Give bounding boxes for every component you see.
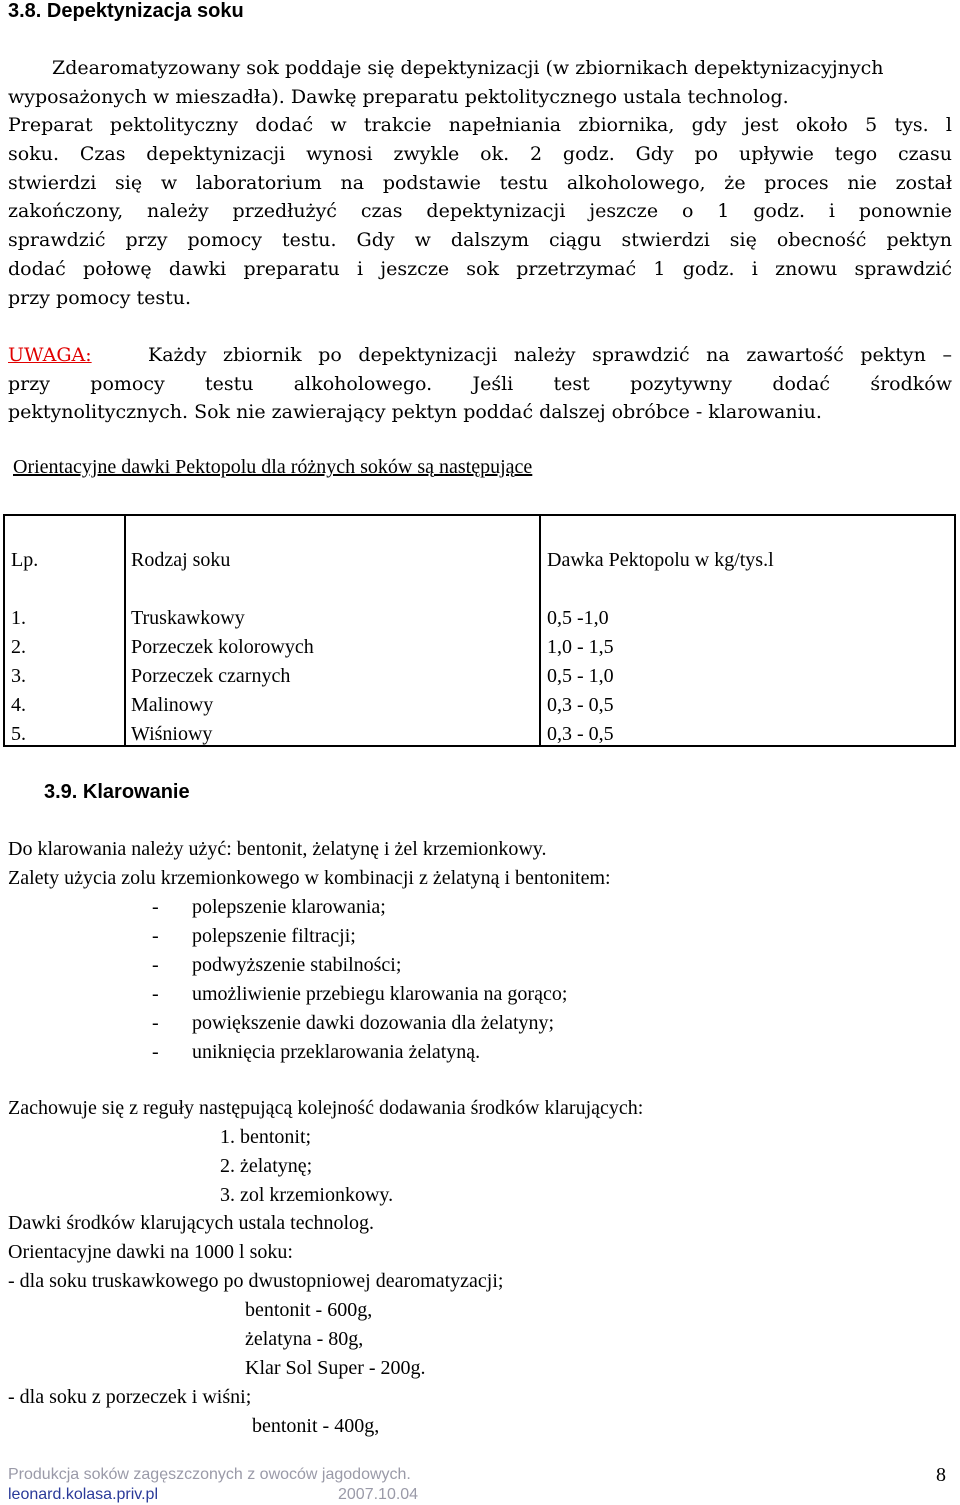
paragraph-line: dodać połowę dawki preparatu i jeszcze sok przetrzymać 1 godz. i znowu sprawdzić xyxy=(8,257,952,280)
list-item: podwyższenie stabilności; xyxy=(192,954,402,976)
column-divider xyxy=(124,516,126,745)
table-caption: Orientacyjne dawki Pektopolu dla różnych soków są następujące xyxy=(13,456,533,478)
warning-note xyxy=(8,341,952,427)
order-item: 1. bentonit; xyxy=(220,1126,312,1148)
table-cell: 3. xyxy=(11,665,26,687)
warning-text: pektynolitycznych. Sok nie zawierający pektyn poddać dalszej obróbce - klarowaniu. xyxy=(8,401,822,424)
table-cell: Porzeczek kolorowych xyxy=(131,636,314,658)
list-dash: - xyxy=(152,983,159,1005)
paragraph-line: sprawdzić przy pomocy testu. Gdy w dalszym ciągu stwierdzi się obecność pektyn xyxy=(8,229,952,252)
paragraph-line: soku. Czas depektynizacji wynosi zwykle ok. 2 godz. Gdy po upływie tego czasu xyxy=(8,143,952,166)
paragraph-line: Zdearomatyzowany sok poddaje się depektynizacji (w zbiornikach depektynizacyjnych xyxy=(52,57,884,79)
dose-item: bentonit - 600g, xyxy=(245,1299,373,1321)
dose-table xyxy=(3,514,956,747)
table-cell: Wiśniowy xyxy=(131,723,213,745)
paragraph-line: przy pomocy testu. xyxy=(8,286,192,309)
table-header-lp: Lp. xyxy=(11,549,39,571)
list-dash: - xyxy=(152,896,159,918)
paragraph-line: stwierdzi się w laboratorium na podstawie testu alkoholowego, że proces nie został xyxy=(8,171,952,194)
list-item: powiększenie dawki dozowania dla żelatyny; xyxy=(192,1012,555,1034)
footer-date: 2007.10.04 xyxy=(338,1486,419,1503)
list-item: polepszenie filtracji; xyxy=(192,925,356,947)
paragraph-line: zakończony, należy przedłużyć czas depektynizacji jeszcze o 1 godz. i ponownie xyxy=(8,200,952,223)
column-divider xyxy=(539,516,541,745)
order-intro: Zachowuje się z reguły następującą kolejność dodawania środków klarujących: xyxy=(8,1097,644,1119)
dose-item: żelatyna - 80g, xyxy=(245,1328,364,1350)
doses-intro: Orientacyjne dawki na 1000 l soku: xyxy=(8,1241,293,1263)
currant-label: - dla soku z porzeczek i wiśni; xyxy=(8,1386,252,1408)
list-dash: - xyxy=(152,954,159,976)
list-item: uniknięcia przeklarowania żelatyną. xyxy=(192,1041,481,1063)
advantages-intro: Zalety użycia zolu krzemionkowego w kombinacji z żelatyną i bentonitem: xyxy=(8,867,611,889)
warning-label: UWAGA: xyxy=(8,344,92,366)
list-item: umożliwienie przebiegu klarowania na gorąco; xyxy=(192,983,568,1005)
order-item: 2. żelatynę; xyxy=(220,1155,313,1177)
clarification-intro: Do klarowania należy użyć: bentonit, żelatynę i żel krzemionkowy. xyxy=(8,838,547,860)
page-number: 8 xyxy=(936,1464,946,1486)
table-cell: 0,5 -1,0 xyxy=(547,607,609,629)
strawberry-label: - dla soku truskawkowego po dwustopniowej dearomatyzacji; xyxy=(8,1270,504,1292)
footer-site-link[interactable]: leonard.kolasa.priv.pl xyxy=(8,1486,159,1503)
paragraph-line: wyposażonych w mieszadła). Dawkę preparatu pektolitycznego ustala technolog. xyxy=(8,85,789,108)
list-dash: - xyxy=(152,1041,159,1063)
dose-item: bentonit - 400g, xyxy=(252,1415,380,1437)
paragraph-line: Preparat pektolityczny dodać w trakcie napełniania zbiornika, gdy jest około 5 tys. l xyxy=(8,114,952,137)
table-cell: 4. xyxy=(11,694,26,716)
dose-item: Klar Sol Super - 200g. xyxy=(245,1357,426,1379)
table-cell: 0,5 - 1,0 xyxy=(547,665,614,687)
warning-text: przy pomocy testu alkoholowego. Jeśli test pozytywny dodać środków xyxy=(8,372,952,395)
table-cell: 2. xyxy=(11,636,26,658)
list-dash: - xyxy=(152,925,159,947)
footer-title: Produkcja soków zagęszczonych z owoców jagodowych. xyxy=(8,1466,411,1483)
order-item: 3. zol krzemionkowy. xyxy=(220,1184,394,1206)
list-dash: - xyxy=(152,1012,159,1034)
table-cell: Truskawkowy xyxy=(131,607,245,629)
table-header-type: Rodzaj soku xyxy=(131,549,231,571)
section-heading-3-9: 3.9. Klarowanie xyxy=(44,781,190,803)
table-cell: 0,3 - 0,5 xyxy=(547,694,614,716)
list-item: polepszenie klarowania; xyxy=(192,896,386,918)
table-cell: 0,3 - 0,5 xyxy=(547,723,614,745)
table-header-dose: Dawka Pektopolu w kg/tys.l xyxy=(547,549,774,571)
table-cell: 5. xyxy=(11,723,26,745)
paragraph-depektynizacja xyxy=(8,54,952,312)
table-cell: 1. xyxy=(11,607,26,629)
table-cell: Malinowy xyxy=(131,694,214,716)
warning-text: Każdy zbiornik po depektynizacji należy sprawdzić na zawartość pektyn – xyxy=(148,344,952,366)
table-cell: Porzeczek czarnych xyxy=(131,665,291,687)
doses-by: Dawki środków klarujących ustala technolog. xyxy=(8,1212,375,1234)
section-heading-3-8: 3.8. Depektynizacja soku xyxy=(8,0,244,22)
table-cell: 1,0 - 1,5 xyxy=(547,636,614,658)
